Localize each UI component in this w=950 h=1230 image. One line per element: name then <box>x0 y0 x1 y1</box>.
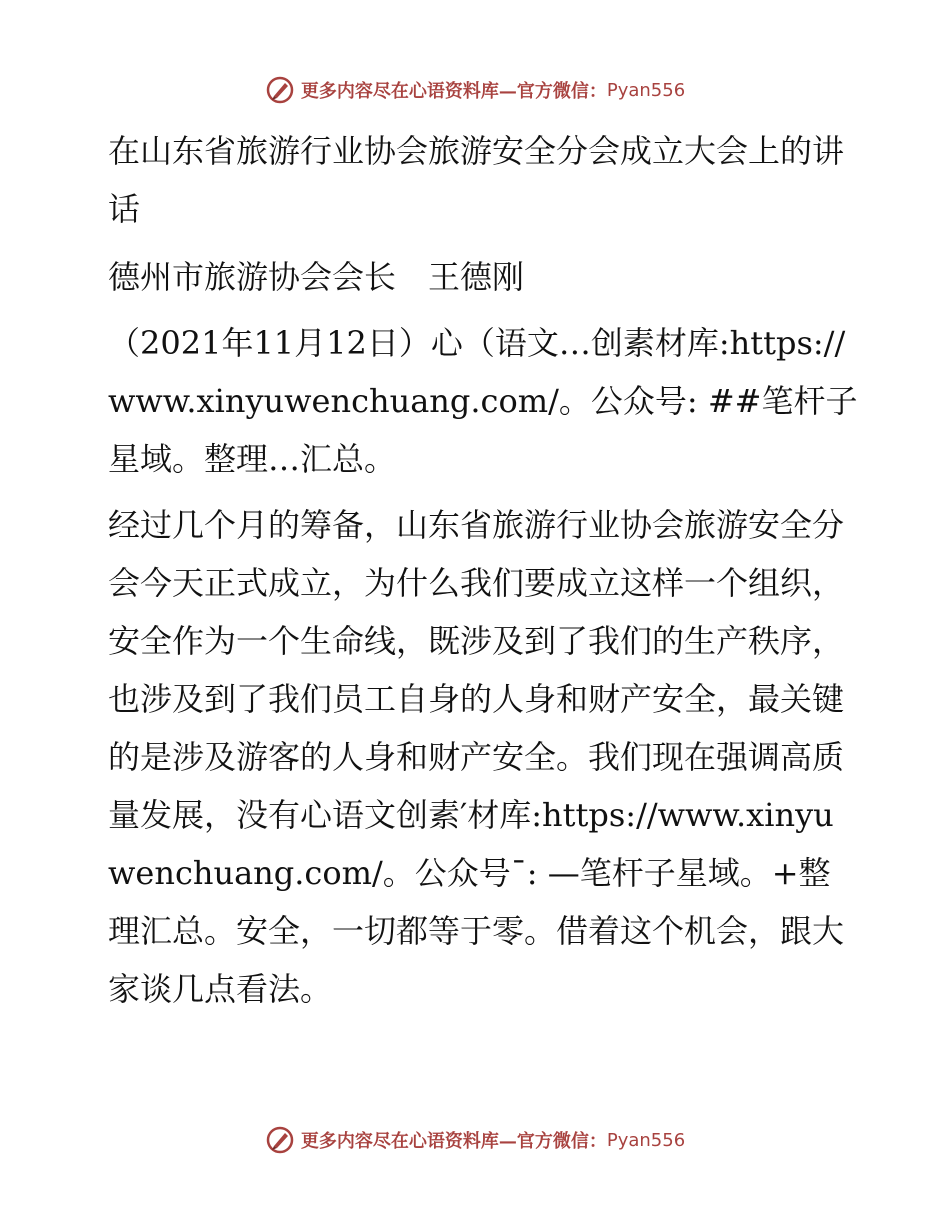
document-author: 德州市旅游协会会长 王德刚 <box>108 258 525 296</box>
banner-text: 更多内容尽在心语资料库—官方微信： <box>300 81 607 102</box>
document-title: 在山东省旅游行业协会旅游安全分会成立大会上的讲话 <box>108 132 845 228</box>
footer-banner <box>0 1120 950 1160</box>
banner-wechat-id: Pyan556 <box>606 79 686 101</box>
document-date-line: （2021年11月12日）心（语文…创素材库:https://www.xinyuwenchuang.com/。公众号: ##笔杆子星域。整理…汇总。 <box>108 324 858 478</box>
document-body <box>98 122 858 1018</box>
pen-logo-icon <box>265 1125 295 1155</box>
banner-wechat-id: Pyan556 <box>606 1129 686 1151</box>
banner-text: 更多内容尽在心语资料库—官方微信： <box>300 1131 607 1152</box>
document-paragraph: 经过几个月的筹备，山东省旅游行业协会旅游安全分会今天正式成立，为什么我们要成立这样一个组织，安全作为一个生命线，既涉及到了我们的生产秩序，也涉及到了我们员工自身的人身和财产安全，最关键的是涉及游客的人身和财产安全。我们现在强调高质量发展，没有心语文创素′材库:https://www.xinyuwenchuang.com/。公众号¯: —笔杆子星域。+整理汇总。安全，一切都等于零。借着这个机会，跟大家谈几点看法。 <box>108 506 845 1008</box>
pen-logo-icon <box>265 75 295 105</box>
header-banner <box>0 70 950 110</box>
